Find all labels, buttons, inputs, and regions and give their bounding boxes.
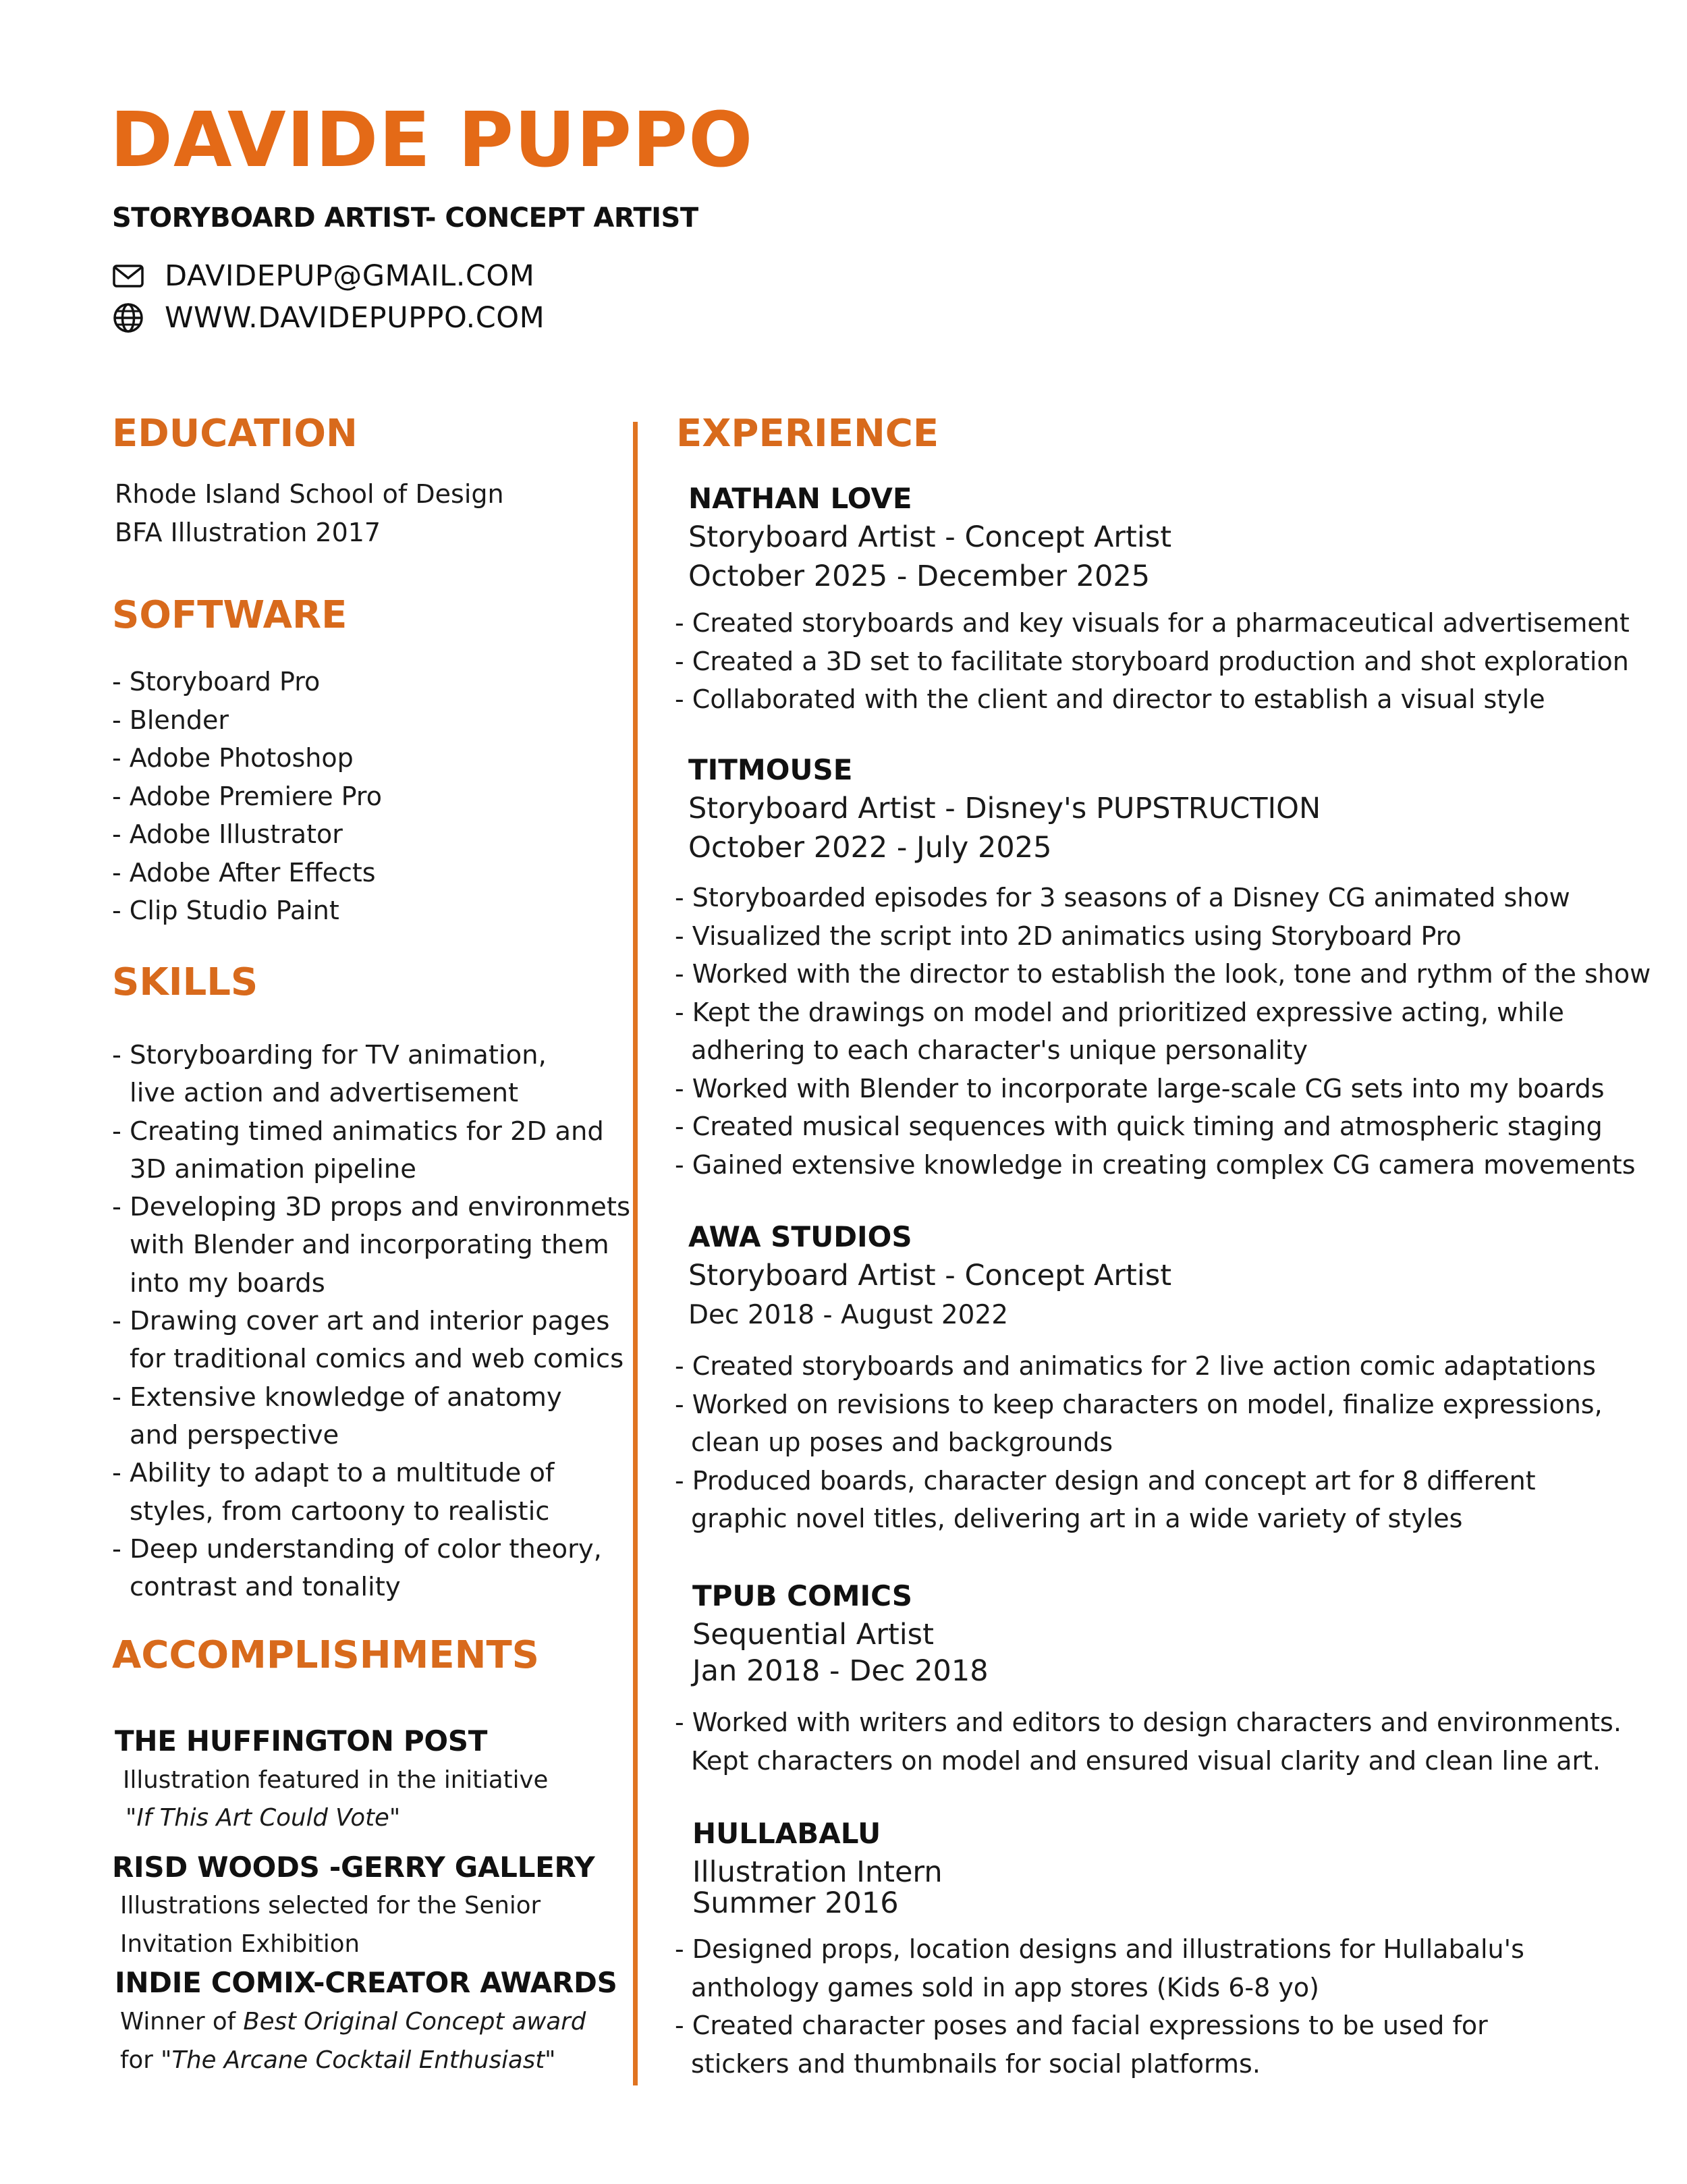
skill-line: for traditional comics and web comics [130,1344,624,1375]
job-role: Storyboard Artist - Disney's PUPSTRUCTION [688,792,1321,825]
list-item: - Adobe After Effects [112,857,376,888]
bullet-line: - Worked with writers and editors to design characters and environments. [675,1708,1622,1737]
bullet-line: stickers and thumbnails for social platforms. [691,2048,1261,2079]
job-company: NATHAN LOVE [688,482,912,515]
skill-line: into my boards [130,1267,325,1299]
job-dates: Summer 2016 [692,1886,899,1920]
job-bullets [675,604,1630,719]
bullet-line: - Created musical sequences with quick timing and atmospheric staging [675,1112,1603,1141]
list-item: - Adobe Photoshop [112,743,354,773]
job-company: TITMOUSE [688,753,853,786]
accomplishment-italic: The Arcane Cocktail Enthusiast [171,2046,545,2074]
accomplishment-text: Winner of [120,2008,244,2036]
skill-line: - Storyboarding for TV animation, [112,1040,547,1070]
job-company: HULLABALU [692,1817,881,1850]
list-item: - Adobe Premiere Pro [112,781,382,811]
skills-list [112,1037,630,1606]
bullet-line: - Worked with the director to establish the look, tone and rythm of the show [675,959,1651,989]
column-divider [633,422,638,2085]
skill-line: 3D animation pipeline [130,1153,416,1184]
list-item: - Storyboard Pro [112,667,321,697]
job-bullets [675,1703,1622,1780]
skill-line: styles, from cartoony to realistic [130,1496,550,1527]
bullet-line: - Storyboarded episodes for 3 seasons of a Disney CG animated show [675,883,1570,912]
skill-line: - Ability to adapt to a multitude of [112,1458,555,1489]
bullet-line: - Collaborated with the client and director to establish a visual style [675,684,1545,714]
list-item [112,1113,630,1189]
email-link[interactable]: DAVIDEPUP@GMAIL.COM [165,259,535,293]
bullet-line: - Created storyboards and key visuals for a pharmaceutical advertisement [675,608,1630,638]
skills-heading: SKILLS [112,960,258,1004]
list-item [112,1531,630,1607]
job-company: AWA STUDIOS [688,1220,912,1253]
skill-line: - Creating timed animatics for 2D and [112,1116,604,1147]
job-bullets [675,1347,1603,1538]
job-role: Storyboard Artist - Concept Artist [688,520,1172,554]
list-item [112,1454,630,1531]
email-row [112,259,534,293]
skill-line: - Extensive knowledge of anatomy [112,1382,562,1413]
experience-heading: EXPERIENCE [676,412,939,456]
software-heading: SOFTWARE [112,593,348,637]
skill-line: - Drawing cover art and interior pages [112,1306,610,1337]
list-item [112,1379,630,1455]
candidate-name: DAVIDE PUPPO [110,97,754,184]
bullet-line: - Worked on revisions to keep characters on model, finalize expressions, [675,1389,1603,1419]
list-item [112,1303,630,1379]
globe-icon [112,302,144,334]
bullet-line: Kept characters on model and ensured visual clarity and clean line art. [691,1745,1601,1776]
accomplishment-line: Illustration featured in the initiative [123,1766,549,1794]
accomplishment-italic: Best Original Concept award [243,2008,586,2036]
mail-icon [112,264,144,288]
accomplishment-italic: "If This Art Could Vote" [126,1804,401,1832]
accomplishment-line [120,2046,556,2074]
accomplishment-text: " [545,2046,556,2074]
bullet-line: - Created a 3D set to facilitate storyboard production and shot exploration [675,646,1629,676]
job-bullets [675,1930,1524,2083]
accomplishments-heading: ACCOMPLISHMENTS [112,1633,540,1677]
candidate-title: STORYBOARD ARTIST- CONCEPT ARTIST [112,202,698,234]
job-dates: October 2025 - December 2025 [688,559,1151,593]
accomplishment-title: THE HUFFINGTON POST [115,1724,488,1757]
accomplishment-line: Illustrations selected for the Senior [120,1892,541,1919]
job-bullets [675,879,1651,1184]
skill-line: with Blender and incorporating them [130,1230,609,1261]
software-list [112,663,382,930]
list-item [112,1189,630,1303]
job-role: Storyboard Artist - Concept Artist [688,1259,1172,1292]
skill-line: - Developing 3D props and environmets [112,1192,631,1223]
education-school: Rhode Island School of Design [115,479,504,509]
bullet-line: - Produced boards, character design and concept art for 8 different [675,1465,1536,1496]
education-heading: EDUCATION [112,412,358,456]
list-item: - Blender [112,705,229,735]
bullet-line: - Created storyboards and animatics for 2 live action comic adaptations [675,1351,1596,1381]
list-item [112,1037,630,1113]
job-dates: Dec 2018 - August 2022 [688,1300,1009,1330]
accomplishment-title: RISD WOODS -GERRY GALLERY [112,1851,595,1884]
list-item: - Adobe Illustrator [112,819,343,849]
website-row [112,301,545,335]
accomplishment-line [120,2008,586,2036]
accomplishment-title: INDIE COMIX-CREATOR AWARDS [115,1966,617,1999]
bullet-line: graphic novel titles, delivering art in a wide variety of styles [691,1504,1463,1533]
bullet-line: - Kept the drawings on model and prioritized expressive acting, while [675,997,1564,1027]
list-item: - Clip Studio Paint [112,896,339,925]
education-degree: BFA Illustration 2017 [115,518,381,547]
website-link[interactable]: WWW.DAVIDEPUPPO.COM [165,301,545,335]
accomplishment-line [126,1804,400,1832]
job-role: Illustration Intern [692,1855,943,1889]
job-company: TPUB COMICS [692,1579,912,1612]
skill-line: and perspective [130,1419,339,1450]
accomplishment-line: Invitation Exhibition [120,1930,360,1958]
bullet-line: - Gained extensive knowledge in creating complex CG camera movements [675,1149,1636,1180]
job-role: Sequential Artist [692,1618,934,1651]
bullet-line: - Visualized the script into 2D animatics using Storyboard Pro [675,921,1462,951]
skill-line: - Deep understanding of color theory, [112,1533,602,1564]
bullet-line: clean up poses and backgrounds [691,1427,1113,1457]
accomplishment-text: for " [120,2046,172,2074]
bullet-line: - Worked with Blender to incorporate large-scale CG sets into my boards [675,1073,1605,1103]
job-dates: Jan 2018 - Dec 2018 [692,1654,989,1688]
bullet-line: - Created character poses and facial expressions to be used for [675,2011,1488,2040]
bullet-line: anthology games sold in app stores (Kids 6-8 yo) [691,1972,1319,2002]
bullet-line: adhering to each character's unique personality [691,1035,1308,1065]
skill-line: live action and advertisement [130,1078,519,1109]
skill-line: contrast and tonality [130,1572,401,1603]
job-dates: October 2022 - July 2025 [688,831,1052,865]
bullet-line: - Designed props, location designs and illustrations for Hullabalu's [675,1934,1524,1964]
